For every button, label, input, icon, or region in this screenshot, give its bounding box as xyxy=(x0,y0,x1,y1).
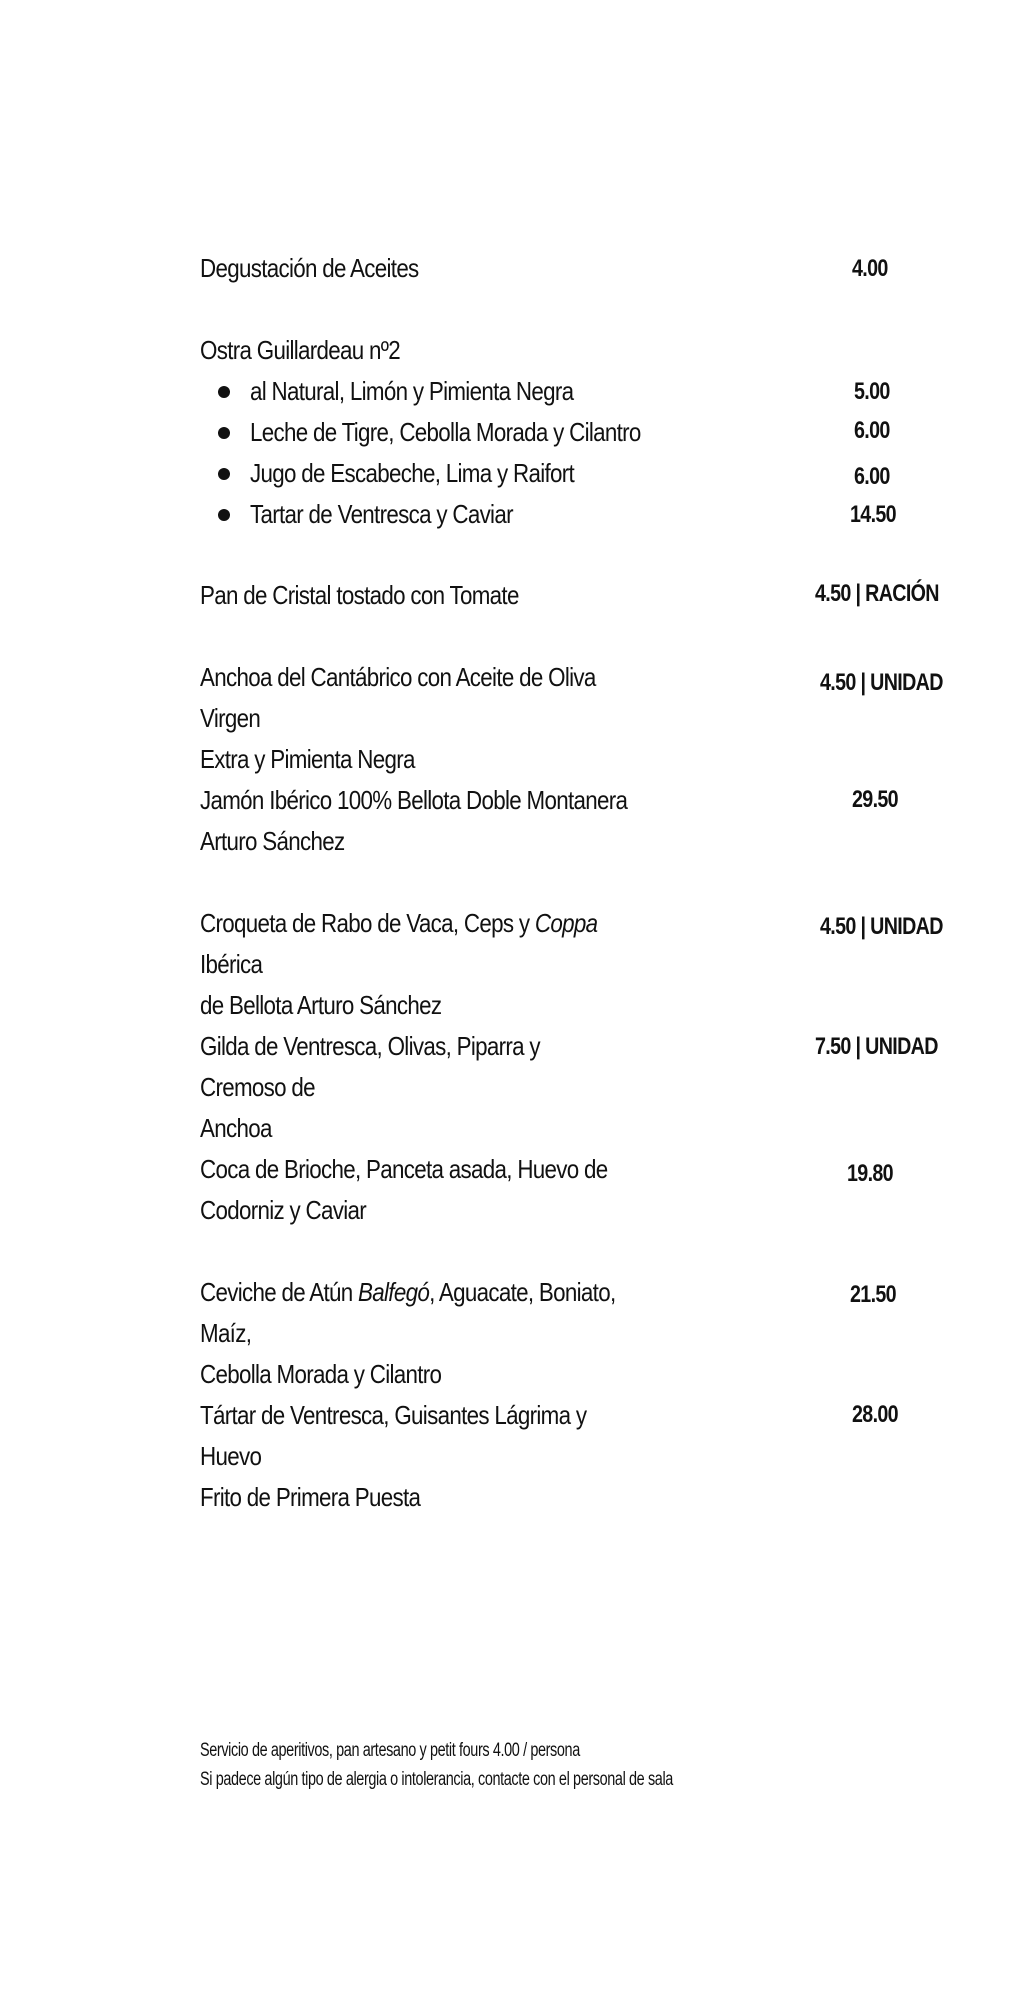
menu-item-name: Coca de Brioche, Panceta asada, Huevo de Codorniz y Caviar xyxy=(200,1154,608,1225)
menu-variant-price: 6.00 xyxy=(854,463,890,490)
menu-item-name: Jamón Ibérico 100% Bellota Doble Montanera Arturo Sánchez xyxy=(200,785,628,856)
menu-item-name: Anchoa del Cantábrico con Aceite de Oliva Virgen Extra y Pimienta Negra xyxy=(200,662,596,774)
bullet-icon xyxy=(218,427,230,439)
menu-variant-price: 6.00 xyxy=(854,417,890,444)
menu-item-name: Tártar de Ventresca, Guisantes Lágrima y Huevo Frito de Primera Puesta xyxy=(200,1400,587,1512)
menu xyxy=(200,0,970,2000)
menu-item-price: 29.50 xyxy=(852,786,898,813)
footer-allergy-note: Si padece algún tipo de alergia o intolerancia, contacte con el personal de sala xyxy=(200,1769,673,1790)
bullet-icon xyxy=(218,468,230,480)
menu-variant-name: Jugo de Escabeche, Lima y Raifort xyxy=(250,458,575,488)
menu-item-name: Croqueta de Rabo de Vaca, Ceps y Coppa Ibérica de Bellota Arturo Sánchez xyxy=(200,908,598,1020)
bullet-icon xyxy=(218,509,230,521)
menu-variant-price: 14.50 xyxy=(850,501,896,528)
menu-item-price: 4.50 | UNIDAD xyxy=(820,669,943,696)
menu-item-price: 4.00 xyxy=(852,255,888,282)
menu-variant-name: Tartar de Ventresca y Caviar xyxy=(250,499,513,529)
menu-item-price: 7.50 | UNIDAD xyxy=(815,1033,938,1060)
menu-item-price: 4.50 | RACIÓN xyxy=(815,580,939,607)
menu-variant-name: al Natural, Limón y Pimienta Negra xyxy=(250,376,574,406)
menu-item-heading: Ostra Guillardeau nº2 xyxy=(200,335,401,365)
menu-item-price: 28.00 xyxy=(852,1401,898,1428)
menu-item-price: 21.50 xyxy=(850,1281,896,1308)
footer-service-note: Servicio de aperitivos, pan artesano y petit fours 4.00 / persona xyxy=(200,1740,580,1761)
menu-item-price: 4.50 | UNIDAD xyxy=(820,913,943,940)
menu-item-price: 19.80 xyxy=(847,1160,893,1187)
menu-variant-name: Leche de Tigre, Cebolla Morada y Cilantro xyxy=(250,417,641,447)
menu-item-name: Ceviche de Atún Balfegó, Aguacate, Boniato, Maíz, Cebolla Morada y Cilantro xyxy=(200,1277,616,1389)
menu-item-name: Degustación de Aceites xyxy=(200,253,419,283)
menu-variant-price: 5.00 xyxy=(854,378,890,405)
menu-item-name: Pan de Cristal tostado con Tomate xyxy=(200,580,519,610)
bullet-icon xyxy=(218,386,230,398)
menu-item-name: Gilda de Ventresca, Olivas, Piparra y Cremoso de Anchoa xyxy=(200,1031,540,1143)
